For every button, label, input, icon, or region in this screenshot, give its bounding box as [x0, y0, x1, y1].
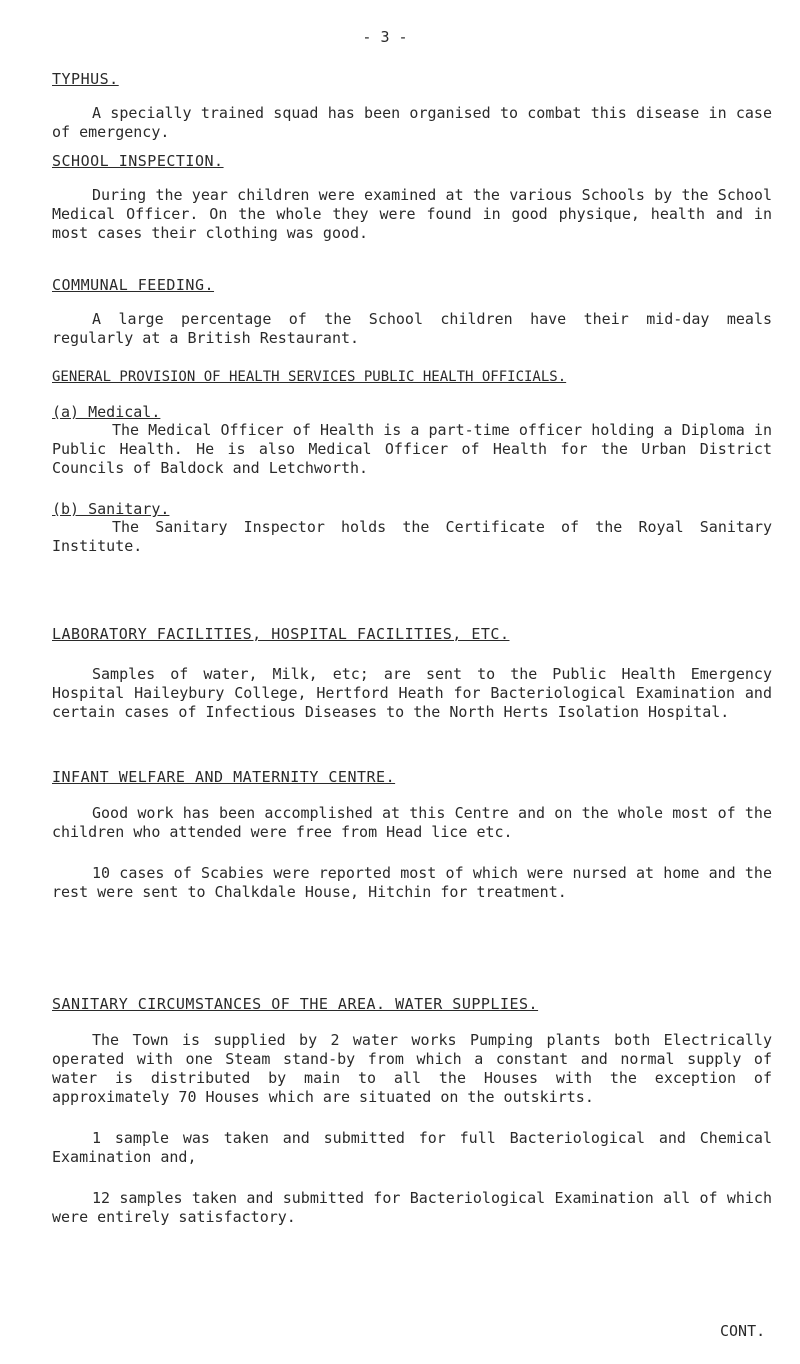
heading-school-inspection: SCHOOL INSPECTION. — [52, 152, 224, 170]
continued-marker: CONT. — [720, 1322, 766, 1340]
medical-text: The Medical Officer of Health is a part-time officer holding a Diploma in Public Health. He is also Medical Officer of Health for the Urban District Councils of Baldock and Letchworth. — [52, 421, 772, 477]
heading-typhus: TYPHUS. — [52, 70, 119, 88]
section-infant-welfare — [52, 768, 772, 902]
section-typhus — [52, 70, 772, 142]
sanitary-label-text: (b) Sanitary. — [52, 500, 170, 518]
heading-sanitary-circumstances: SANITARY CIRCUMSTANCES OF THE AREA. WATER SUPPLIES. — [52, 995, 539, 1013]
medical-label — [52, 403, 772, 421]
water-supply-text: The Town is supplied by 2 water works Pumping plants both Electrically operated with one Steam stand-by from which a constant and normal supply of water is distributed by main to all the Houses with the exception of approximately 70 Houses which are situated on the outskirts. — [52, 1031, 772, 1106]
medical-label-text: (a) Medical. — [52, 403, 161, 421]
section-general-provision — [52, 369, 772, 556]
school-inspection-text: During the year children were examined at the various Schools by the School Medical Officer. On the whole they were found in good physique, health and in most cases their clothing was good. — [52, 186, 772, 242]
sanitary-label — [52, 500, 772, 518]
heading-communal-feeding: COMMUNAL FEEDING. — [52, 276, 215, 294]
sample-item-1: 1 sample was taken and submitted for full Bacteriological and Chemical Examination and, — [52, 1129, 772, 1166]
sanitary-text: The Sanitary Inspector holds the Certificate of the Royal Sanitary Institute. — [52, 518, 772, 555]
section-laboratory — [52, 625, 772, 722]
communal-feeding-text: A large percentage of the School children have their mid-day meals regularly at a British Restaurant. — [52, 310, 772, 347]
section-sanitary-circumstances — [52, 995, 772, 1227]
heading-infant-welfare: INFANT WELFARE AND MATERNITY CENTRE. — [52, 768, 396, 786]
heading-laboratory: LABORATORY FACILITIES, HOSPITAL FACILITIES, ETC. — [52, 625, 510, 643]
page-number: - 3 - — [362, 28, 408, 46]
typhus-text: A specially trained squad has been organised to combat this disease in case of emergency. — [52, 104, 772, 141]
section-communal-feeding — [52, 276, 772, 348]
section-school-inspection — [52, 152, 772, 243]
heading-general-provision: GENERAL PROVISION OF HEALTH SERVICES PUBLIC HEALTH OFFICIALS. — [52, 369, 567, 385]
infant-welfare-text-2: 10 cases of Scabies were reported most of which were nursed at home and the rest were sent to Chalkdale House, Hitchin for treatment. — [52, 864, 772, 901]
laboratory-text: Samples of water, Milk, etc; are sent to the Public Health Emergency Hospital Haileybury College, Hertford Heath for Bacteriological Examination and certain cases of Infectious Diseases to the North Herts Isolation Hospital. — [52, 665, 772, 721]
infant-welfare-text-1: Good work has been accomplished at this Centre and on the whole most of the children who attended were free from Head lice etc. — [52, 804, 772, 841]
sample-item-2: 12 samples taken and submitted for Bacteriological Examination all of which were entirely satisfactory. — [52, 1189, 772, 1226]
